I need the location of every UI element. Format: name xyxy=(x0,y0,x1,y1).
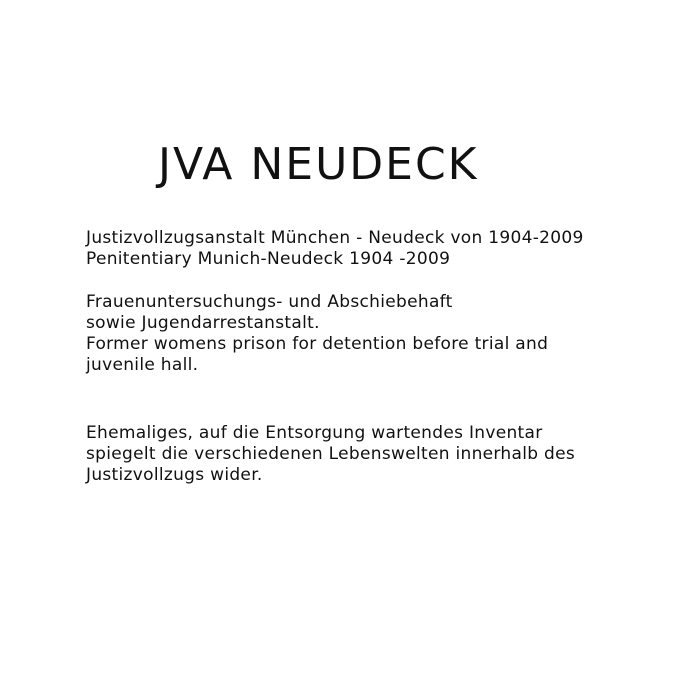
text-line: spiegelt die verschiedenen Lebenswelten innerhalb des xyxy=(86,444,576,464)
text-line: Justizvollzugsanstalt München - Neudeck von 1904-2009 xyxy=(86,228,584,248)
text-line: juvenile hall. xyxy=(86,355,199,375)
text-line: Former womens prison for detention before trial and xyxy=(86,334,549,354)
text-line: Frauenuntersuchungs- und Abschiebehaft xyxy=(86,292,453,312)
text-line: Justizvollzugs wider. xyxy=(86,465,263,485)
text-line: Penitentiary Munich-Neudeck 1904 -2009 xyxy=(86,249,451,269)
intro-paragraph xyxy=(86,228,584,270)
text-line: Ehemaliges, auf die Entsorgung wartendes Inventar xyxy=(86,423,543,443)
text-line: sowie Jugendarrestanstalt. xyxy=(86,313,320,333)
description-paragraph xyxy=(86,292,548,376)
inventory-paragraph xyxy=(86,423,575,486)
page-title: JVA NEUDECK xyxy=(158,139,479,190)
